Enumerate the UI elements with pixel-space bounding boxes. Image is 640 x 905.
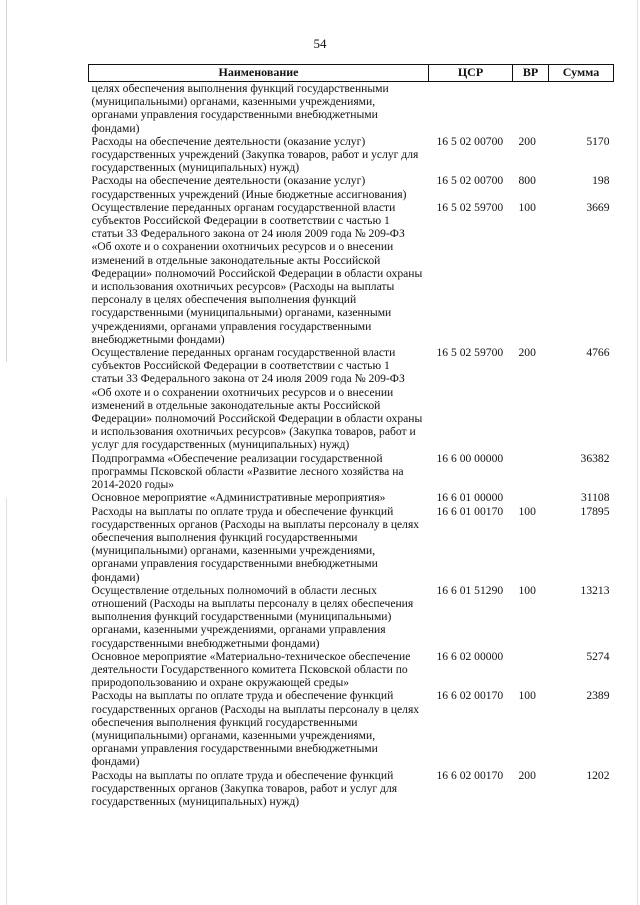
row-csr: 16 6 02 00000 bbox=[436, 649, 504, 663]
header-csr: ЦСР bbox=[429, 65, 513, 82]
row-vr: 200 bbox=[518, 768, 536, 782]
header-name: Наименование bbox=[89, 65, 429, 82]
row-name: Расходы на выплаты по оплате труда и обеспечение функций государственных органов (Расходы на выплаты персоналу в целях обеспечения выполнения функций государственными (муниципальными) органами, казенными учреждениями, органами управления государственными внебюджетными фондами) bbox=[91, 504, 420, 584]
row-name: Основное мероприятие «Материально-техническое обеспечение деятельности Государственного комитета Псковской области по природопользованию и охране окружающей среды» bbox=[91, 649, 411, 690]
row-vr bbox=[513, 650, 549, 690]
row-name: Осуществление переданных органам государственной власти субъектов Российской Федерации в соответствии с частью 1 статьи 33 Федерального закона от 24 июля 2009 года № 209-ФЗ «Об охоте и о сохранении охотничьих ресурсов и о внесении изменений в отдельные законодательные акты Российской Федерации» полномочий Российской Федерации в области охраны и использования охотничьих ресурсов» (Расходы на выплаты персоналу в целях обеспечения выполнения функций государственными (муниципальными) органами, казенными учреждениями, органами управления государственными внебюджетными фондами) bbox=[91, 200, 423, 346]
page-number: 54 bbox=[313, 36, 327, 51]
row-csr: 16 6 00 00000 bbox=[436, 451, 504, 465]
row-csr: 16 6 01 00170 bbox=[436, 504, 504, 518]
row-name: Подпрограмма «Обеспечение реализации государственной программы Псковской области «Развитие лесного хозяйства на 2014-2020 годы» bbox=[91, 451, 404, 492]
table-row bbox=[89, 201, 614, 346]
row-name: Расходы на обеспечение деятельности (оказание услуг) государственных учреждений (Иные бюджетные ассигнования) bbox=[91, 174, 407, 201]
table-header-row bbox=[89, 65, 614, 82]
table-row bbox=[89, 346, 614, 452]
row-csr: 16 6 02 00170 bbox=[436, 689, 504, 703]
row-csr: 16 5 02 00700 bbox=[436, 134, 504, 148]
row-sum: 3669 bbox=[586, 200, 610, 214]
table-row bbox=[89, 174, 614, 200]
scan-edge-left bbox=[6, 0, 7, 905]
row-csr: 16 6 02 00170 bbox=[436, 768, 504, 782]
row-vr bbox=[513, 452, 549, 492]
row-sum: 198 bbox=[592, 174, 610, 188]
row-vr: 100 bbox=[518, 689, 536, 703]
row-name: Осуществление отдельных полномочий в области лесных отношений (Расходы на выплаты персоналу в целях обеспечения выполнения функций государственными (муниципальными) органами, казенными учреждениями, органами управления государственными внебюджетными фондами) bbox=[91, 583, 414, 650]
row-vr: 200 bbox=[518, 346, 536, 360]
scan-edge-right bbox=[637, 0, 638, 905]
row-csr: 16 5 02 59700 bbox=[436, 346, 504, 360]
table-row bbox=[89, 452, 614, 492]
row-vr: 100 bbox=[518, 583, 536, 597]
table-row bbox=[89, 650, 614, 690]
row-csr: 16 6 01 51290 bbox=[436, 583, 504, 597]
budget-table bbox=[88, 64, 614, 808]
row-sum: 17895 bbox=[580, 504, 610, 518]
row-vr bbox=[513, 491, 549, 504]
table-row bbox=[89, 584, 614, 650]
row-sum: 2389 bbox=[586, 689, 610, 703]
table-row bbox=[89, 769, 614, 809]
row-csr: 16 6 01 00000 bbox=[436, 491, 504, 505]
row-sum: 36382 bbox=[580, 451, 610, 465]
continuation-text: целях обеспечения выполнения функций государственными (муниципальными) органами, казенными учреждениями, органами управления государственными внебюджетными фондами) bbox=[91, 82, 389, 135]
row-sum: 1202 bbox=[586, 768, 610, 782]
row-sum: 4766 bbox=[586, 346, 610, 360]
row-name: Расходы на обеспечение деятельности (оказание услуг) государственных учреждений (Закупка товаров, работ и услуг для государственных (муниципальных) нужд) bbox=[91, 134, 419, 175]
row-sum: 5274 bbox=[586, 649, 610, 663]
row-sum: 5170 bbox=[586, 134, 610, 148]
row-vr: 100 bbox=[518, 200, 536, 214]
table-row bbox=[89, 135, 614, 175]
row-name: Расходы на выплаты по оплате труда и обеспечение функций государственных органов (Закупка товаров, работ и услуг для государственных (муниципальных) нужд) bbox=[91, 768, 398, 808]
row-vr: 800 bbox=[518, 174, 536, 188]
table-row bbox=[89, 689, 614, 768]
row-csr: 16 5 02 59700 bbox=[436, 200, 504, 214]
row-csr: 16 5 02 00700 bbox=[436, 174, 504, 188]
row-sum: 31108 bbox=[580, 491, 610, 505]
row-vr: 200 bbox=[518, 134, 536, 148]
table-row bbox=[89, 491, 614, 504]
table-row-continuation bbox=[89, 82, 614, 135]
row-name: Основное мероприятие «Административные мероприятия» bbox=[91, 491, 386, 505]
table-row bbox=[89, 505, 614, 584]
row-name: Осуществление переданных органам государственной власти субъектов Российской Федерации в соответствии с частью 1 статьи 33 Федерального закона от 24 июля 2009 года № 209-ФЗ «Об охоте и о сохранении охотничьих ресурсов и о внесении изменений в отдельные законодательные акты Российской Федерации» полномочий Российской Федерации в области охраны и использования охотничьих ресурсов» (Закупка товаров, работ и услуг для государственных (муниципальных) нужд) bbox=[91, 346, 423, 452]
row-vr: 100 bbox=[518, 504, 536, 518]
row-sum: 13213 bbox=[580, 583, 610, 597]
header-sum: Сумма bbox=[549, 65, 614, 82]
header-vr: ВР bbox=[513, 65, 549, 82]
row-name: Расходы на выплаты по оплате труда и обеспечение функций государственных органов (Расходы на выплаты персоналу в целях обеспечения выполнения функций государственными (муниципальными) органами, казенными учреждениями, органами управления государственными внебюджетными фондами) bbox=[91, 689, 420, 769]
